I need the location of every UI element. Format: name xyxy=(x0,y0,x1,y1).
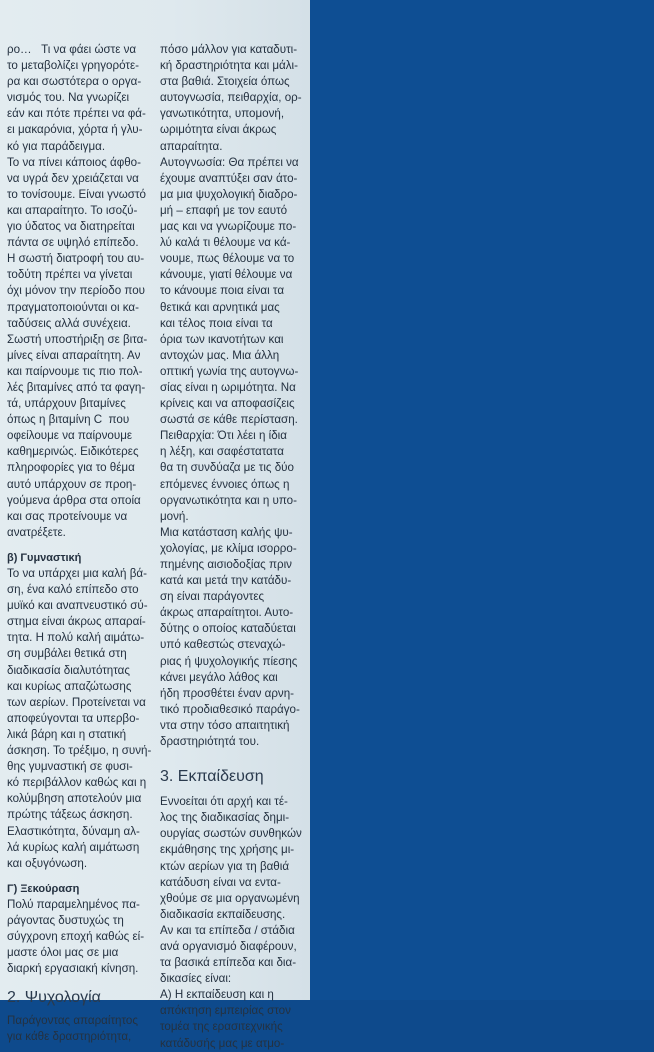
text-line: οργανωτικότητα και η υπο- xyxy=(160,493,297,507)
text-line: η λέξη, και σαφέστατατα xyxy=(160,445,284,459)
paragraph-psychology xyxy=(7,1013,157,1045)
text-line: κατάδυση είναι να εντα- xyxy=(160,875,281,889)
text-line: διαδικασία εκπαίδευσης. xyxy=(160,907,286,921)
paragraph-rest xyxy=(7,897,157,977)
subheading-exercise: β) Γυμναστική xyxy=(7,551,82,564)
text-line: δικασίες είναι: xyxy=(160,972,232,986)
text-line: οπτική γωνία της αυτογνω- xyxy=(160,364,299,378)
text-column-right xyxy=(160,42,310,1052)
text-line: εάν και πότε πρέπει να φά- xyxy=(7,107,146,121)
text-line: λος της διαδικασίας δημι- xyxy=(160,811,290,825)
text-line: αντοχών μας. Μια άλλη xyxy=(160,348,280,362)
text-line: Παράγοντας απαραίτητος xyxy=(7,1014,138,1028)
blue-panel xyxy=(310,0,654,1000)
text-line: και παίρνουμε τις πιο πολ- xyxy=(7,364,143,378)
text-line: καθημερινώς. Ειδικότερες xyxy=(7,445,139,459)
text-line: Πειθαρχία: Ότι λέει η ίδια xyxy=(160,429,287,443)
text-line: ρο… Τι να φάει ώστε να xyxy=(7,43,137,56)
text-line: τητα. Η πολύ καλή αιμάτω- xyxy=(7,631,145,645)
heading-psychology: 2. Ψυχολογία xyxy=(7,989,101,1007)
text-line: ριας ή ψυχολογικής πίεσης xyxy=(160,654,298,668)
text-line: το κάνουμε ποια είναι τα xyxy=(160,284,285,298)
text-line: χθούμε σε μια οργανωμένη xyxy=(160,891,300,905)
text-line: στημα είναι άκρως απαραί- xyxy=(7,615,146,629)
text-line: στα βαθιά. Στοιχεία όπως xyxy=(160,75,290,89)
text-line: άσκηση. Το τρέξιμο, η συνή- xyxy=(7,744,152,758)
text-line: και κυρίως απαζώτωσης xyxy=(7,679,132,693)
text-line: τά, υπάρχουν βιταμίνες xyxy=(7,397,126,411)
text-line: Αν και τα επίπεδα / στάδια xyxy=(160,923,295,937)
text-line: Το να υπάρχει μια καλή βά- xyxy=(7,567,147,580)
text-line: χολογίας, με κλίμα ισορρο- xyxy=(160,541,297,555)
paragraph-training xyxy=(160,794,310,1052)
paragraph-exercise xyxy=(7,566,157,872)
text-line: των αερίων. Προτείνεται να xyxy=(7,695,146,709)
text-line: κατά και μετά την κατάδυ- xyxy=(160,574,292,588)
paragraph-nutrition xyxy=(7,42,157,541)
text-line: και απαραίτητο. Το ισοζύ- xyxy=(7,203,138,217)
text-line: Μια κατάσταση καλής ψυ- xyxy=(160,525,293,539)
text-line: ντα στην τόσο απαιτητική xyxy=(160,718,290,732)
text-line: λές βιταμίνες από τα φαγη- xyxy=(7,380,146,394)
text-line: νουμε, πως θέλουμε να το xyxy=(160,252,295,266)
text-line: απαραίτητα. xyxy=(160,139,223,153)
text-line: κάνουμε, γιατί θέλουμε να xyxy=(160,268,293,282)
text-line: θης γυμναστική σε φυσι- xyxy=(7,760,133,774)
text-line: λικά βάρη και η στατική xyxy=(7,727,127,741)
text-line: οφείλουμε να παίρνουμε xyxy=(7,429,133,443)
text-line: όχι μόνον την περίοδο που xyxy=(7,284,145,298)
text-line: μας και να γνωρίζουμε πο- xyxy=(160,220,297,234)
text-line: ανατρέξετε. xyxy=(7,525,66,539)
text-line: πραγματοποιούνται οι κα- xyxy=(7,300,139,314)
text-line: αυτό υπάρχουν σε προη- xyxy=(7,477,137,491)
text-line: και οξυγόνωση. xyxy=(7,856,88,870)
text-line: έχουμε αναπτύξει σαν άτο- xyxy=(160,171,298,185)
text-line: απόκτηση εμπειρίας στον xyxy=(160,1004,291,1018)
text-line: μα μια ψυχολογική διαδρο- xyxy=(160,187,298,201)
heading-training: 3. Εκπαίδευση xyxy=(160,768,264,786)
text-line: γανωτικότητα, υπομονή, xyxy=(160,107,285,121)
text-line: μυϊκό και αναπνευστικό σύ- xyxy=(7,599,148,613)
text-line: εκμάθησης της χρήσης μι- xyxy=(160,843,295,857)
text-line: κάνει μεγάλο λάθος και xyxy=(160,670,278,684)
text-line: τοδύτη πρέπει να γίνεται xyxy=(7,268,133,282)
text-line: ει μακαρόνια, χόρτα ή γλυ- xyxy=(7,123,143,137)
text-line: μή – επαφή με τον εαυτό xyxy=(160,203,288,217)
text-line: κρίνεις και να αποφασίζεις xyxy=(160,397,295,411)
text-line: μονή. xyxy=(160,509,189,523)
magazine-page xyxy=(0,0,310,1050)
text-line: πάντα σε υψηλό επίπεδο. xyxy=(7,236,139,250)
text-line: διαδικασία διαλυτότητας xyxy=(7,663,130,677)
text-line: υπό καθεστώς στεναχώ- xyxy=(160,638,286,652)
text-line: Πολύ παραμελημένος πα- xyxy=(7,897,140,911)
text-line: Εννοείται ότι αρχή και τέ- xyxy=(160,795,288,809)
text-line: Το να πίνει κάποιος άφθο- xyxy=(7,155,141,169)
text-line: ήδη προσθέτει έναν αρνη- xyxy=(160,686,295,700)
text-line: επόμενες έννοιες όπως η xyxy=(160,477,290,491)
text-line: ση είναι παράγοντες xyxy=(160,590,265,604)
text-line: ράγοντας δυστυχώς τη xyxy=(7,913,124,927)
text-line: κό περιβάλλον καθώς και η xyxy=(7,776,147,790)
text-line: Η σωστή διατροφή του αυ- xyxy=(7,252,145,266)
text-line: τομέα της ερασιτεχνικής xyxy=(160,1020,283,1034)
text-line: κό για παράδειγμα. xyxy=(7,139,106,153)
text-line: θα τη συνδύαζα με τις δύο xyxy=(160,461,294,475)
text-line: πληροφορίες για το θέμα xyxy=(7,461,135,475)
text-line: για κάθε δραστηριότητα, xyxy=(7,1030,132,1044)
text-line: λά κυρίως καλή αιμάτωση xyxy=(7,840,140,854)
text-line: ση, ένα καλό επίπεδο στο xyxy=(7,583,139,597)
text-line: και τέλος ποια είναι τα xyxy=(160,316,273,330)
text-line: μίνες είναι απαραίτητη. Αν xyxy=(7,348,141,362)
text-line: ουργίας σωστών συνθηκών xyxy=(160,827,302,841)
text-line: ρα και σωστότερα ο οργα- xyxy=(7,75,142,89)
text-line: κή δραστηριότητα και μάλι- xyxy=(160,59,298,73)
text-line: διαρκή εργασιακή κίνηση. xyxy=(7,962,139,976)
text-line: ωριμότητα είναι άκρως xyxy=(160,123,277,137)
text-line: κατάδυσής μας με ατμο- xyxy=(160,1036,285,1050)
text-line: κολύμβηση αποτελούν μια xyxy=(7,792,142,806)
text-line: το τονίσουμε. Είναι γνωστό xyxy=(7,187,146,201)
text-line: μαστε όλοι μας σε μια xyxy=(7,946,119,960)
text-line: αυτογνωσία, πειθαρχία, ορ- xyxy=(160,91,302,105)
text-line: τικό προδιαθεσικό παράγο- xyxy=(160,702,300,716)
text-line: τα βασικά επίπεδα και δια- xyxy=(160,956,297,970)
text-line: αποφεύγονται τα υπερβο- xyxy=(7,711,140,725)
text-line: σίας είναι η ωριμότητα. Να xyxy=(160,380,296,394)
text-line: πημένης αισιοδοξίας πριν xyxy=(160,558,292,571)
text-line: κτών αερίων για τη βαθιά xyxy=(160,859,290,873)
text-column-left xyxy=(7,42,157,1046)
text-line: σωστά σε κάθε περίσταση. xyxy=(160,413,298,427)
text-line: ση συμβάλει θετικά στη xyxy=(7,647,127,661)
text-line: και σας προτείνουμε να xyxy=(7,509,128,523)
text-line: ανά οργανισμό διαφέρουν, xyxy=(160,939,297,953)
text-line: το μεταβολίζει γρηγορότε- xyxy=(7,59,139,73)
text-line: άκρως απαραίτητοι. Αυτο- xyxy=(160,606,294,620)
text-line: πρώτης τάξεως άσκηση. xyxy=(7,808,133,822)
text-line: ταδύσεις αλλά συνέχεια. xyxy=(7,316,131,330)
text-line: δύτης ο οποίος καταδύεται xyxy=(160,622,296,636)
text-line: γιο ύδατος να διατηρείται xyxy=(7,220,135,234)
text-line: Αυτογνωσία: Θα πρέπει να xyxy=(160,155,299,169)
text-line: νισμός του. Να γνωρίζει xyxy=(7,91,130,105)
text-line: λύ καλά τι θέλουμε να κά- xyxy=(160,236,291,250)
text-line: θετικά και αρνητικά μας xyxy=(160,300,280,314)
text-line: A) Η εκπαίδευση και η xyxy=(160,988,274,1002)
subheading-rest: Γ) Ξεκούραση xyxy=(7,882,80,895)
paragraph-psychology-cont xyxy=(160,42,310,750)
text-line: όπως η βιταμίνη C που xyxy=(7,413,130,427)
text-line: Ελαστικότητα, δύναμη αλ- xyxy=(7,824,140,838)
text-line: πόσο μάλλον για καταδυτι- xyxy=(160,43,298,56)
text-line: δραστηριότητά του. xyxy=(160,735,260,749)
text-line: να υγρά δεν χρειάζεται να xyxy=(7,171,139,185)
text-line: όρια των ικανοτήτων και xyxy=(160,332,284,346)
text-line: Σωστή υποστήριξη σε βιτα- xyxy=(7,332,148,346)
text-line: σύγχρονη εποχή καθώς εί- xyxy=(7,930,145,944)
text-line: γούμενα άρθρα στα οποία xyxy=(7,493,141,507)
